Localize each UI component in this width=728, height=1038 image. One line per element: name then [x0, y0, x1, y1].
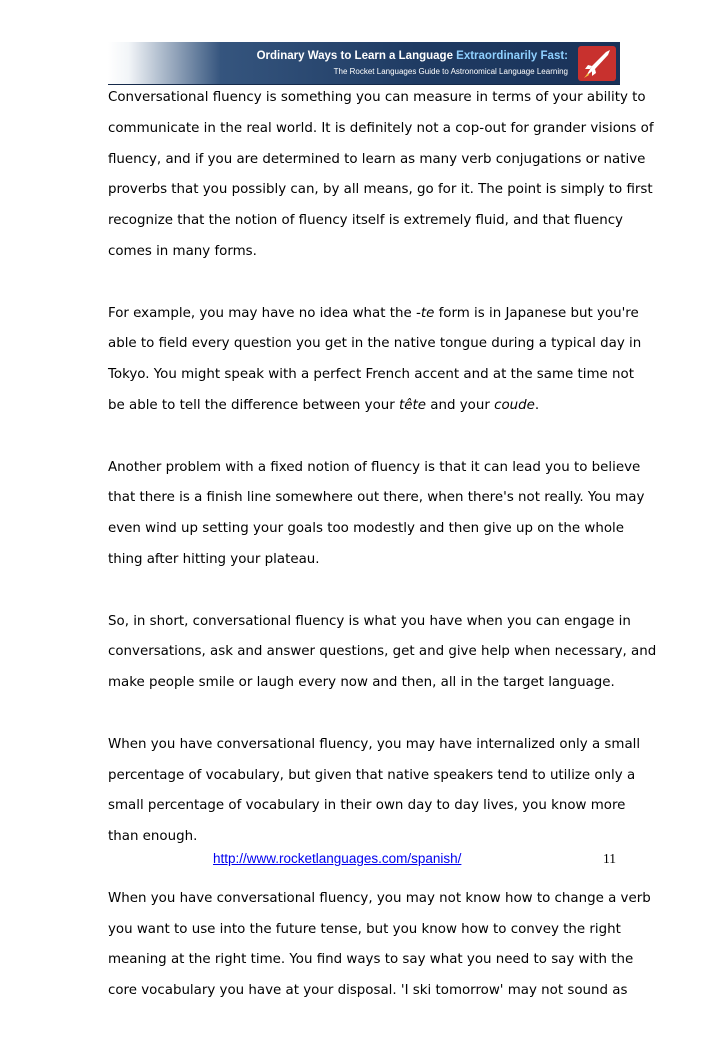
header-banner [108, 42, 620, 85]
text-line: core vocabulary you have at your disposal. 'I ski tomorrow' may not sound as [108, 983, 628, 999]
text-line: make people smile or laugh every now and then, all in the target language. [108, 675, 615, 691]
text-line: proverbs that you possibly can, by all means, go for it. The point is simply to first [108, 182, 653, 198]
text-line: recognize that the notion of fluency itself is extremely fluid, and that fluency [108, 213, 623, 229]
text-line: comes in many forms. [108, 243, 257, 259]
text-line: When you have conversational fluency, you may not know how to change a verb [108, 890, 651, 906]
text-line: Tokyo. You might speak with a perfect French accent and at the same time not [108, 367, 634, 383]
text-span: . [534, 397, 540, 413]
text-line: conversations, ask and answer questions, get and give help when necessary, and [108, 644, 657, 660]
rocket-logo-icon [578, 46, 616, 81]
text-line: percentage of vocabulary, but given that native speakers tend to utilize only a [108, 767, 636, 783]
text-span: and your [426, 397, 495, 413]
paragraph-4 [108, 607, 657, 699]
text-line: Conversational fluency is something you can measure in terms of your ability to [108, 90, 646, 105]
text-line: fluency, and if you are determined to learn as many verb conjugations or native [108, 151, 646, 167]
text-span: For example, you may have no idea what the [108, 305, 416, 321]
text-line: communicate in the real world. It is definitely not a cop-out for grander visions of [108, 120, 654, 136]
text-line: small percentage of vocabulary in their own day to day lives, you know more [108, 798, 626, 814]
italic-term: coude [494, 397, 535, 413]
text-line: thing after hitting your plateau. [108, 551, 320, 567]
italic-term: -te [415, 305, 435, 321]
text-line: So, in short, conversational fluency is what you have when you can engage in [108, 613, 631, 629]
paragraph-1 [108, 83, 654, 268]
italic-term: tête [399, 397, 427, 413]
text-line: you want to use into the future tense, but you know how to convey the right [108, 921, 621, 937]
text-line: able to field every question you get in the native tongue during a typical day in [108, 336, 642, 352]
text-line [108, 391, 632, 422]
document-body [108, 83, 657, 1038]
text-line: even wind up setting your goals too modestly and then give up on the whole [108, 521, 625, 537]
page-footer [0, 851, 728, 871]
paragraph-2 [108, 299, 642, 422]
text-line: that there is a finish line somewhere out there, when there's not really. You may [108, 490, 645, 506]
paragraph-5 [108, 730, 641, 853]
page-number: 11 [603, 851, 616, 866]
text-line: than enough. [108, 829, 198, 845]
footer-url-link[interactable]: http://www.rocketlanguages.com/spanish/ [213, 851, 462, 866]
paragraph-3 [108, 453, 645, 576]
banner-title-main: Ordinary Ways to Learn a Language [256, 50, 457, 62]
text-line: Another problem with a fixed notion of fluency is that it can lead you to believe [108, 459, 641, 475]
text-line: meaning at the right time. You find ways to say what you need to say with the [108, 952, 634, 968]
banner-subtitle: The Rocket Languages Guide to Astronomical Language Learning [333, 67, 568, 76]
paragraph-6 [108, 884, 651, 1007]
text-line [108, 299, 639, 330]
text-span: be able to tell the difference between your [108, 397, 400, 413]
banner-title-accent: Extraordinarily Fast: [456, 50, 568, 62]
text-span: form is in Japanese but you're [434, 305, 639, 321]
banner-title [257, 50, 568, 62]
text-line: When you have conversational fluency, you may have internalized only a small [108, 736, 641, 752]
